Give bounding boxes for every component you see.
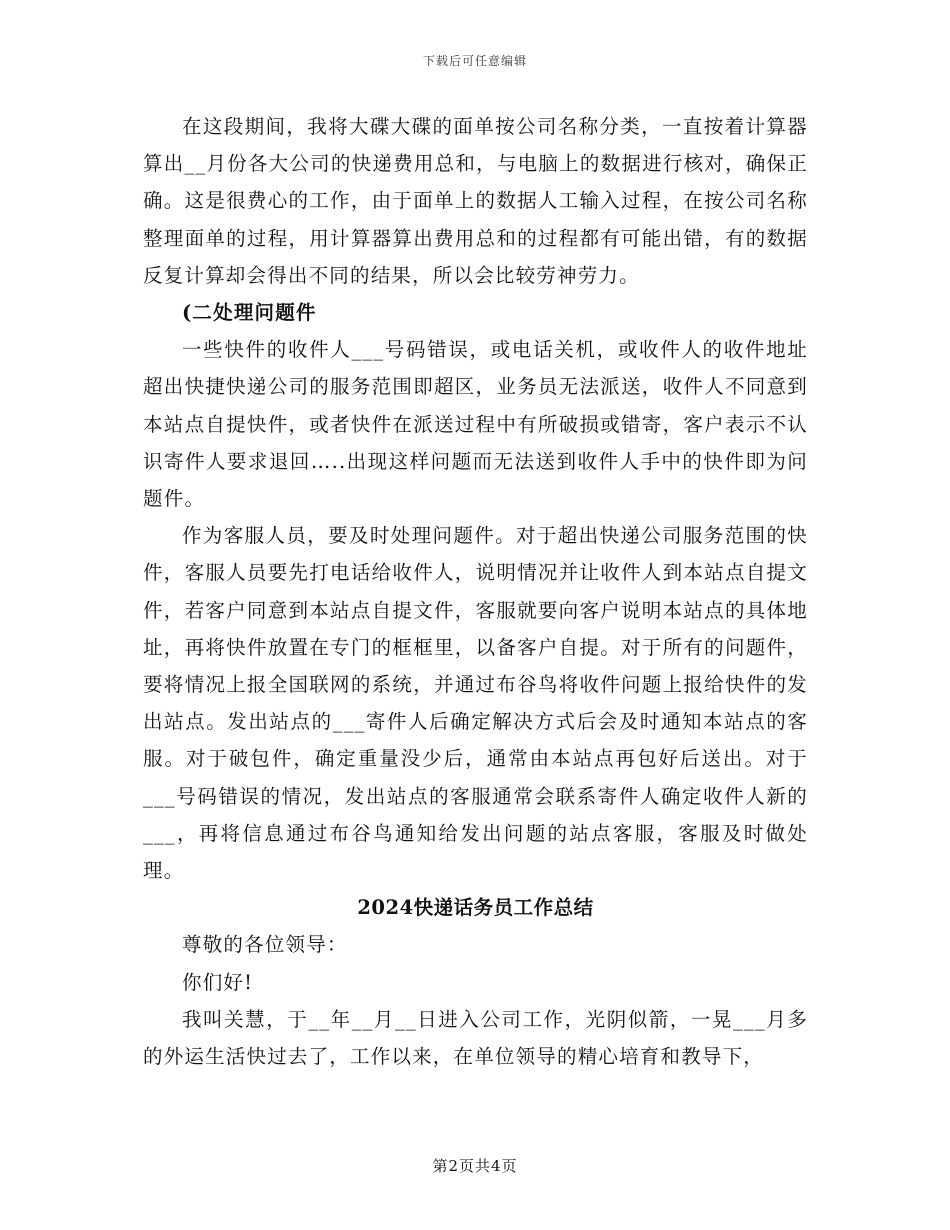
greeting: 你们好! (182, 970, 254, 994)
page-number: 第2页共4页 (432, 1157, 518, 1175)
header-note: 下载后可任意编辑 (422, 54, 527, 68)
paragraph-self-introduction: 我叫关慧，于__年__月__日进入公司工作，光阴似箭，一晃___月多的外运生活快过去了，工作以来，在单位领导的精心培育和教导下， (143, 1007, 808, 1069)
salutation: 尊敬的各位领导： (182, 933, 348, 957)
paragraph-problem-parcels-definition: 一些快件的收件人___号码错误，或电话关机，或收件人的收件地址超出快捷快递公司的服务范围即超区，业务员无法派送，收件人不同意到本站点自提快件，或者快件在派送过程中有所破损或错寄，客户表示不认识寄件人要求退回…..出现这样问题而无法送到收件人手中的快件即为问题件。 (143, 338, 808, 511)
document-title: 2024快递话务员工作总结 (357, 896, 594, 920)
paragraph-problem-parcels-handling: 作为客服人员，要及时处理问题件。对于超出快递公司服务范围的快件，客服人员要先打电话给收件人，说明情况并让收件人到本站点自提文件，若客户同意到本站点自提文件，客服就要向客户说明本站点的具体地址，再将快件放置在专门的框框里，以备客户自提。对于所有的问题件，要将情况上报全国联网的系统，并通过布谷鸟将收件问题上报给快件的发出站点。发出站点的___寄件人后确定解决方式后会及时通知本站点的客服。对于破包件，确定重量没少后，通常由本站点再包好后送出。对于___号码错误的情况，发出站点的客服通常会联系寄件人确定收件人新的___，再将信息通过布谷鸟通知给发出问题的站点客服，客服及时做处理。 (143, 524, 808, 883)
section-heading-problem-parcels: (二处理问题件 (182, 301, 317, 325)
document-body (143, 108, 808, 1075)
paragraph-billing-check: 在这段期间，我将大碟大碟的面单按公司名称分类，一直按着计算器算出__月份各大公司的快递费用总和，与电脑上的数据进行核对，确保正确。这是很费心的工作，由于面单上的数据人工输入过程，在按公司名称整理面单的过程，用计算器算出费用总和的过程都有可能出错，有的数据反复计算却会得出不同的结果，所以会比较劳神劳力。 (143, 115, 808, 287)
